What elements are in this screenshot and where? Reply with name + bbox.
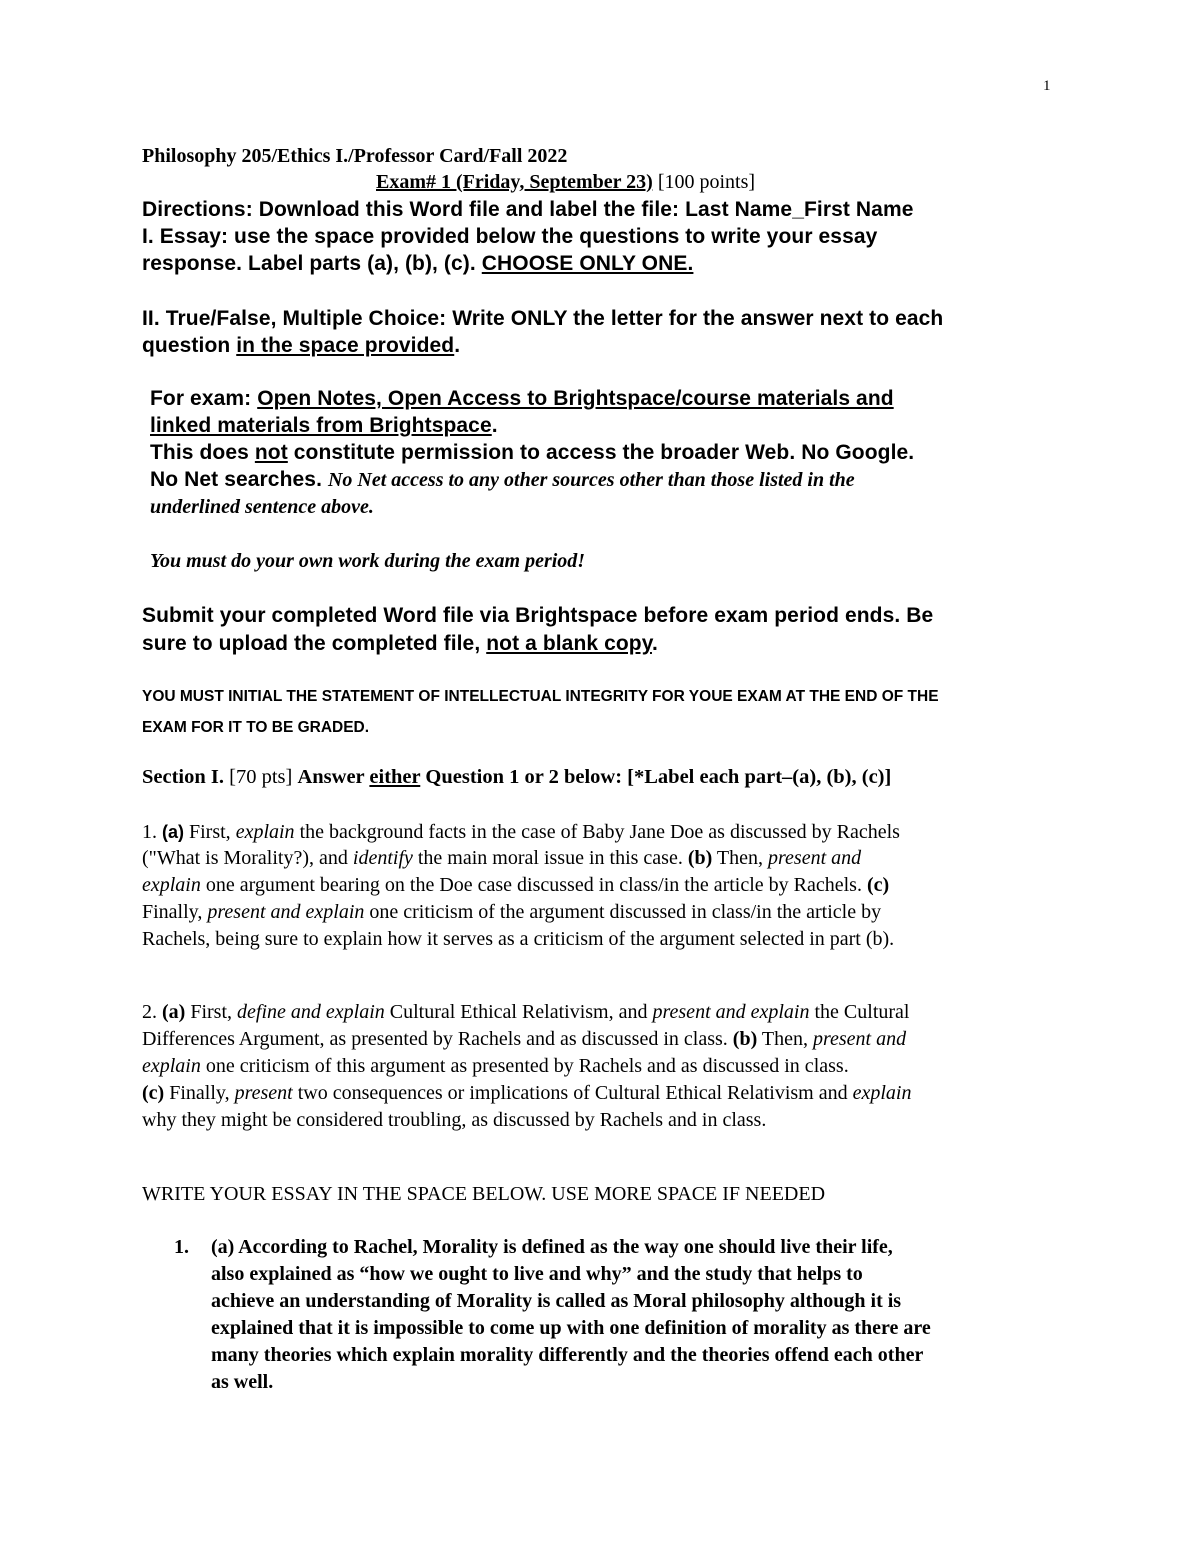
answer-line: also explained as “how we ought to live and why” and the study that helps to — [211, 1263, 863, 1285]
question-2-line-1 — [142, 1001, 909, 1024]
answer-line: achieve an understanding of Morality is called as Moral philosophy although it is — [211, 1290, 902, 1312]
directions-line-3 — [142, 252, 693, 276]
integrity-line-1: YOU MUST INITIAL THE STATEMENT OF INTELLECTUAL INTEGRITY FOR YOUE EXAM AT THE END OF THE — [142, 688, 939, 705]
rules-line-5: underlined sentence above. — [150, 496, 374, 518]
q2-text: Cultural Ethical Relativism, and — [384, 1001, 653, 1023]
q2-text: one criticism of this argument as presented by Rachels and as discussed in class. — [200, 1055, 849, 1077]
q1-emph: present and — [768, 847, 862, 869]
question-2-line-3 — [142, 1055, 849, 1078]
section-1-answer: Answer — [297, 766, 370, 788]
exam-title-line — [376, 171, 755, 194]
q1-emph: present and explain — [207, 901, 365, 923]
exam-title: Exam# 1 (Friday, September 23) — [376, 171, 653, 193]
rules-line-4-a: No Net searches. — [150, 468, 328, 491]
q2-part-a: (a) — [162, 1001, 186, 1023]
q2-text: the Cultural — [809, 1001, 910, 1023]
not-blank-copy: not a blank copy — [486, 632, 652, 655]
q2-emph: explain — [142, 1055, 201, 1077]
directions-line-5-end: . — [454, 334, 461, 357]
section-1-heading — [142, 766, 891, 789]
directions-line-3-text: response. Label parts (a), (b), (c). — [142, 252, 482, 275]
rules-line-4 — [150, 468, 855, 492]
rules-line-2-end: . — [491, 414, 498, 437]
q2-emph: present and explain — [652, 1001, 810, 1023]
rules-line-2 — [150, 414, 498, 438]
q1-text: Finally, — [142, 901, 208, 923]
q1-text: Then, — [712, 847, 769, 869]
question-2-line-4 — [142, 1082, 911, 1105]
q2-emph: present — [234, 1082, 293, 1104]
rules-line-4-b: No Net access to any other sources other than those listed in the — [327, 469, 855, 491]
answer-line: explained that it is impossible to come up with one definition of morality as there are — [211, 1317, 931, 1339]
question-1-line-1 — [142, 821, 900, 844]
question-2-line-2 — [142, 1028, 906, 1051]
q2-text: Then, — [757, 1028, 813, 1050]
rules-not: not — [254, 441, 288, 464]
q2-part-b: (b) — [732, 1028, 758, 1050]
section-1-rest: Question 1 or 2 below: [*Label each part–(a), (b), (c)] — [420, 766, 892, 788]
rules-line-3-c: constitute permission to access the broader Web. No Google. — [287, 441, 915, 464]
answer-line: many theories which explain morality differently and the theories offend each other — [211, 1344, 924, 1366]
submit-line-2-c: . — [651, 632, 658, 655]
submit-line-2 — [142, 632, 658, 656]
own-work-line: You must do your own work during the exam period! — [150, 550, 586, 572]
q2-text: Finally, — [164, 1082, 235, 1104]
answer-number: 1. — [174, 1236, 189, 1258]
directions-line-2: I. Essay: use the space provided below the questions to write your essay — [142, 225, 878, 248]
answer-line: as well. — [211, 1371, 274, 1393]
q1-part-b: (b) — [687, 847, 713, 869]
question-1-line-2 — [142, 847, 861, 870]
q2-text: two consequences or implications of Cultural Ethical Relativism and — [292, 1082, 853, 1104]
q1-emph: identify — [352, 847, 413, 869]
question-2-line-5: why they might be considered troubling, as discussed by Rachels and in class. — [142, 1109, 767, 1131]
section-1-points: [70 pts] — [229, 766, 298, 788]
q1-number: 1. — [142, 821, 162, 843]
page-number: 1 — [1043, 78, 1051, 94]
directions-line-1: Directions: Download this Word file and label the file: Last Name_First Name — [142, 198, 914, 221]
q2-text: Differences Argument, as presented by Rachels and as discussed in class. — [142, 1028, 733, 1050]
q1-text: one argument bearing on the Doe case discussed in class/in the article by Rachels. — [200, 874, 867, 896]
q1-text: one criticism of the argument discussed in class/in the article by — [364, 901, 882, 923]
q2-emph: present and — [812, 1028, 907, 1050]
q1-emph: explain — [235, 821, 295, 843]
linked-materials: linked materials from Brightspace — [150, 414, 492, 437]
q2-emph: explain — [852, 1082, 912, 1104]
course-line: Philosophy 205/Ethics I./Professor Card/Fall 2022 — [142, 145, 568, 167]
integrity-line-2: EXAM FOR IT TO BE GRADED. — [142, 719, 370, 736]
q1-text: the background facts in the case of Baby Jane Doe as discussed by Rachels — [294, 821, 900, 843]
directions-line-4: II. True/False, Multiple Choice: Write ONLY the letter for the answer next to each — [142, 307, 944, 330]
q1-part-a: (a) — [162, 822, 184, 842]
directions-line-5 — [142, 334, 460, 358]
q2-part-c: (c) — [142, 1082, 165, 1104]
section-1-label: Section I. — [142, 766, 230, 788]
answer-line: (a) According to Rachel, Morality is defined as the way one should live their life, — [211, 1236, 893, 1258]
choose-only-one: CHOOSE ONLY ONE. — [481, 252, 694, 275]
rules-line-3-a: This does — [150, 441, 255, 464]
write-essay-heading: WRITE YOUR ESSAY IN THE SPACE BELOW. USE MORE SPACE IF NEEDED — [142, 1183, 826, 1205]
q1-text: the main moral issue in this case. — [412, 847, 688, 869]
directions-line-5-text: question — [142, 334, 237, 357]
q1-emph: explain — [142, 874, 201, 896]
q2-number: 2. — [142, 1001, 162, 1023]
question-1-line-5: Rachels, being sure to explain how it serves as a criticism of the argument selected in part (b). — [142, 928, 895, 950]
q1-part-c: (c) — [866, 874, 890, 896]
rules-line-3 — [150, 441, 914, 465]
rules-line-1-label: For exam: — [150, 387, 258, 410]
q2-text: First, — [185, 1001, 238, 1023]
rules-line-1 — [150, 387, 894, 411]
submit-line-1: Submit your completed Word file via Brightspace before exam period ends. Be — [142, 604, 934, 627]
q1-text: ("What is Morality?), and — [142, 847, 353, 869]
q1-text: First, — [184, 821, 236, 843]
section-1-either: either — [369, 766, 421, 788]
q2-emph: define and explain — [237, 1001, 385, 1023]
space-provided: in the space provided — [236, 334, 455, 357]
exam-points: [100 points] — [657, 171, 756, 193]
open-notes: Open Notes, Open Access to Brightspace/course materials and — [257, 387, 894, 410]
question-1-line-4 — [142, 901, 881, 924]
question-1-line-3 — [142, 874, 889, 897]
submit-line-2-a: sure to upload the completed file, — [142, 632, 487, 655]
